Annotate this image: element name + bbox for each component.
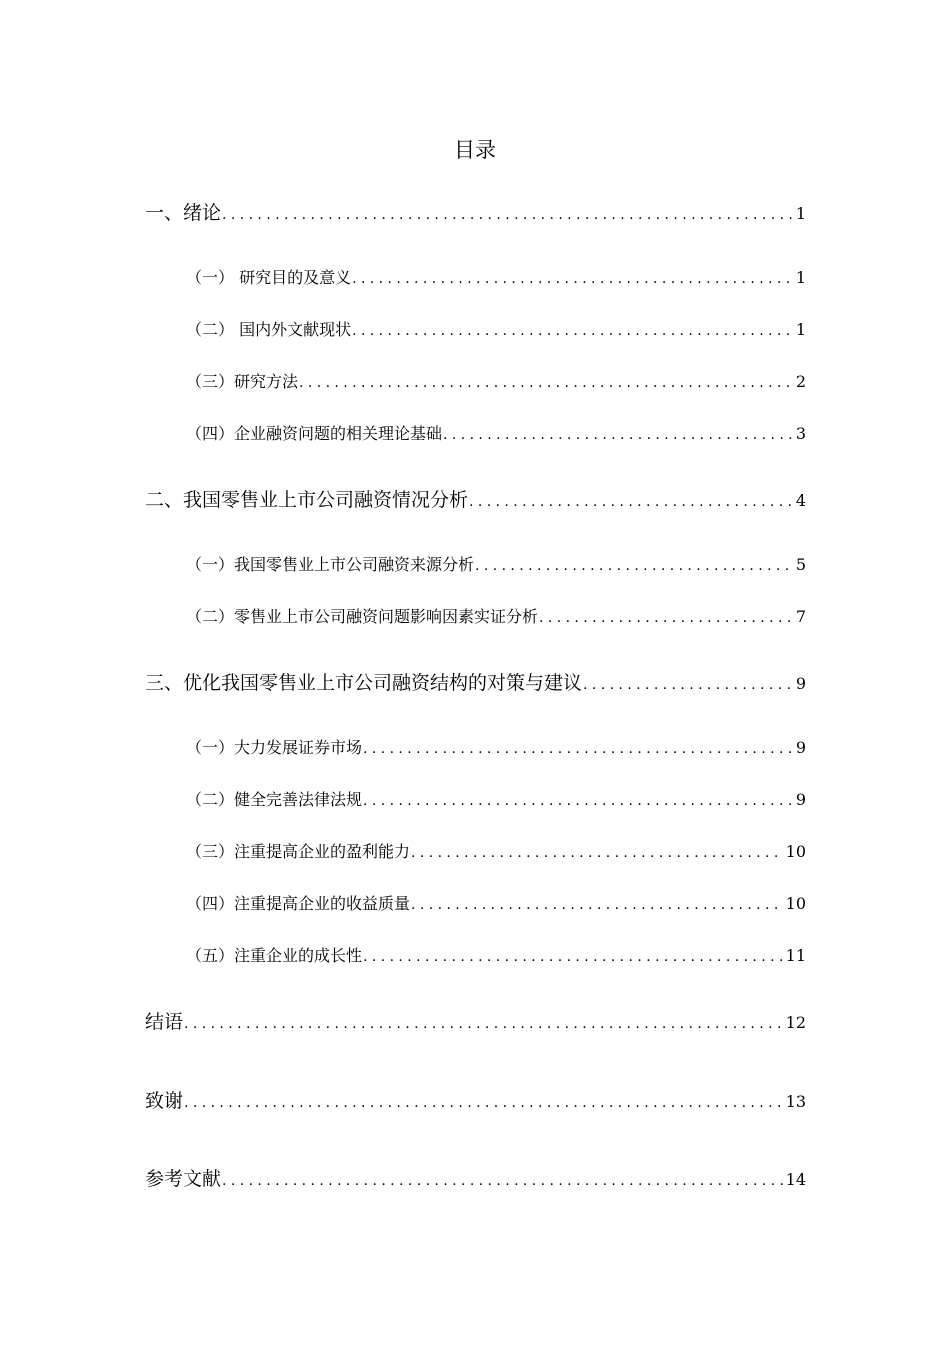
toc-entry-financing-analysis[interactable] (145, 485, 806, 515)
toc-entry-profitability[interactable] (186, 837, 806, 867)
toc-entry-page-number: 14 (785, 1170, 806, 1189)
toc-entry-page-number: 10 (785, 894, 806, 913)
toc-entry-page-number: 13 (785, 1092, 806, 1111)
toc-entry-page-number: 9 (795, 790, 806, 809)
toc-entry-research-method[interactable] (186, 367, 806, 397)
toc-entry-page-number: 9 (795, 738, 806, 757)
toc-entry-references[interactable] (145, 1164, 806, 1194)
toc-entry-page-number: 1 (795, 320, 806, 339)
toc-entry-page-number: 4 (795, 491, 806, 510)
toc-entry-countermeasures[interactable] (145, 668, 806, 698)
toc-entry-label: （二）健全完善法律法规 (186, 790, 363, 809)
dot-leader (352, 316, 793, 346)
dot-leader (363, 942, 783, 972)
toc-entry-page-number: 10 (785, 842, 806, 861)
dot-leader (443, 420, 793, 450)
dot-leader (184, 1088, 783, 1118)
dot-leader (411, 838, 783, 868)
dot-leader (363, 734, 793, 764)
toc-entry-label: （一）大力发展证券市场 (186, 738, 363, 757)
toc-entry-research-purpose[interactable] (186, 263, 806, 293)
dot-leader (222, 1166, 783, 1196)
toc-entry-growth[interactable] (186, 941, 806, 971)
toc-entry-label: （二）零售业上市公司融资问题影响因素实证分析 (186, 607, 539, 626)
toc-entry-page-number: 12 (785, 1013, 806, 1032)
toc-entry-page-number: 11 (785, 946, 806, 965)
toc-entry-label: （一）我国零售业上市公司融资来源分析 (186, 555, 475, 574)
toc-entry-theory-basis[interactable] (186, 419, 806, 449)
toc-entry-page-number: 5 (795, 555, 806, 574)
dot-leader (363, 786, 793, 816)
toc-entry-label: 参考文献 (145, 1168, 222, 1190)
toc-entry-label: 二、我国零售业上市公司融资情况分析 (145, 489, 469, 511)
toc-entry-label: （三）研究方法 (186, 372, 299, 391)
toc-entry-label: 一、绪论 (145, 202, 222, 224)
toc-entry-page-number: 1 (795, 268, 806, 287)
dot-leader (469, 487, 793, 517)
dot-leader (222, 200, 793, 230)
toc-entry-label: （三）注重提高企业的盈利能力 (186, 842, 411, 861)
toc-entry-literature-review[interactable] (186, 315, 806, 345)
toc-entry-label: （四）企业融资问题的相关理论基础 (186, 424, 443, 443)
toc-entry-page-number: 1 (795, 204, 806, 223)
dot-leader (539, 603, 793, 633)
toc-entry-label: （五）注重企业的成长性 (186, 946, 363, 965)
toc-entry-acknowledgements[interactable] (145, 1086, 806, 1116)
toc-entry-page-number: 2 (795, 372, 806, 391)
page-title: 目录 (454, 138, 496, 162)
toc-entry-label: 致谢 (145, 1090, 184, 1112)
toc-entry-page-number: 3 (795, 424, 806, 443)
toc-entry-introduction[interactable] (145, 198, 806, 228)
dot-leader (411, 890, 783, 920)
toc-entry-page-number: 7 (795, 607, 806, 626)
toc-entry-page-number: 9 (795, 674, 806, 693)
dot-leader (352, 264, 793, 294)
toc-entry-conclusion[interactable] (145, 1007, 806, 1037)
toc-entry-earnings-quality[interactable] (186, 889, 806, 919)
toc-entry-label: 结语 (145, 1011, 184, 1033)
toc-entry-label: （四）注重提高企业的收益质量 (186, 894, 411, 913)
toc-entry-laws-regulations[interactable] (186, 785, 806, 815)
toc-entry-financing-sources[interactable] (186, 550, 806, 580)
dot-leader (475, 551, 793, 581)
toc-entry-label: 三、优化我国零售业上市公司融资结构的对策与建议 (145, 672, 583, 694)
dot-leader (583, 670, 793, 700)
toc-entry-securities-market[interactable] (186, 733, 806, 763)
toc-entry-empirical-analysis[interactable] (186, 602, 806, 632)
dot-leader (299, 368, 793, 398)
toc-entry-label: （二） 国内外文献现状 (186, 320, 352, 339)
dot-leader (184, 1009, 783, 1039)
toc-entry-label: （一） 研究目的及意义 (186, 268, 352, 287)
